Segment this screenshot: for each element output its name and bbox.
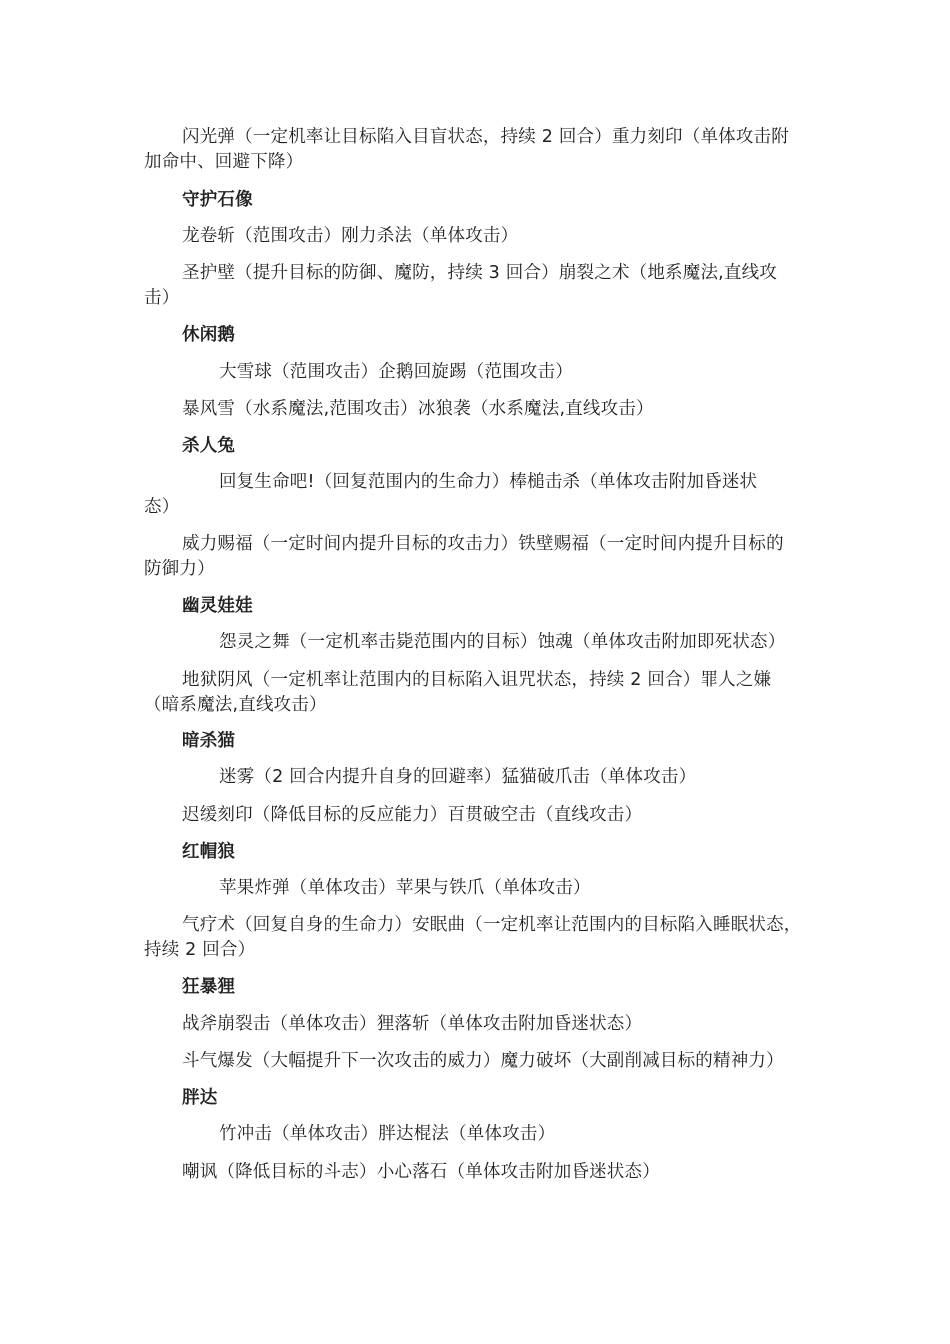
skill-line: 态） — [144, 497, 180, 517]
skill-line: 加命中、回避下降） — [144, 152, 304, 172]
skill-line: 击） — [144, 288, 180, 308]
monster-heading: 杀人兔 — [182, 436, 236, 456]
skill-line: 龙卷斩（范围攻击）刚力杀法（单体攻击） — [182, 226, 519, 246]
skill-line: 气疗术（回复自身的生命力）安眠曲（一定机率让范围内的目标陷入睡眠状态， — [182, 915, 802, 935]
monster-heading: 守护石像 — [182, 190, 253, 210]
monster-heading: 休闲鹅 — [182, 325, 236, 345]
skill-line: 战斧崩裂击（单体攻击）狸落斩（单体攻击附加昏迷状态） — [182, 1014, 643, 1034]
skill-line: 闪光弹（一定机率让目标陷入目盲状态，持续 2 回合）重力刻印（单体攻击附 — [182, 127, 789, 147]
monster-heading: 暗杀猫 — [182, 731, 236, 751]
skill-line: 迷雾（2 回合内提升自身的回避率）猛猫破爪击（单体攻击） — [219, 767, 697, 787]
skill-line: 回复生命吧!（回复范围内的生命力）棒槌击杀（单体攻击附加昏迷状 — [219, 472, 758, 492]
skill-line: 大雪球（范围攻击）企鹅回旋踢（范围攻击） — [219, 362, 573, 382]
skill-line: 迟缓刻印（降低目标的反应能力）百贯破空击（直线攻击） — [182, 805, 643, 825]
skill-line: 持续 2 回合） — [144, 940, 256, 960]
monster-heading: 狂暴狸 — [182, 977, 236, 997]
skill-line: 苹果炸弹（单体攻击）苹果与铁爪（单体攻击） — [219, 878, 591, 898]
monster-heading: 幽灵娃娃 — [182, 596, 253, 616]
skill-line: 嘲讽（降低目标的斗志）小心落石（单体攻击附加昏迷状态） — [182, 1162, 660, 1182]
skill-line: 竹冲击（单体攻击）胖达棍法（单体攻击） — [219, 1124, 556, 1144]
skill-line: 威力赐福（一定时间内提升目标的攻击力）铁壁赐福（一定时间内提升目标的 — [182, 534, 784, 554]
monster-heading: 红帽狼 — [182, 842, 236, 862]
skill-line: 暴风雪（水系魔法,范围攻击）冰狼袭（水系魔法,直线攻击） — [182, 399, 654, 419]
skill-line: （暗系魔法,直线攻击） — [144, 695, 327, 715]
skill-line: 斗气爆发（大幅提升下一次攻击的威力）魔力破坏（大副削减目标的精神力） — [182, 1051, 784, 1071]
skill-line: 怨灵之舞（一定机率击毙范围内的目标）蚀魂（单体攻击附加即死状态） — [219, 632, 786, 652]
skill-line: 防御力） — [144, 559, 215, 579]
skill-line: 圣护壁（提升目标的防御、魔防，持续 3 回合）崩裂之术（地系魔法,直线攻 — [182, 263, 778, 283]
monster-heading: 胖达 — [182, 1088, 218, 1108]
skill-line: 地狱阴风（一定机率让范围内的目标陷入诅咒状态，持续 2 回合）罪人之嫌 — [182, 670, 772, 690]
